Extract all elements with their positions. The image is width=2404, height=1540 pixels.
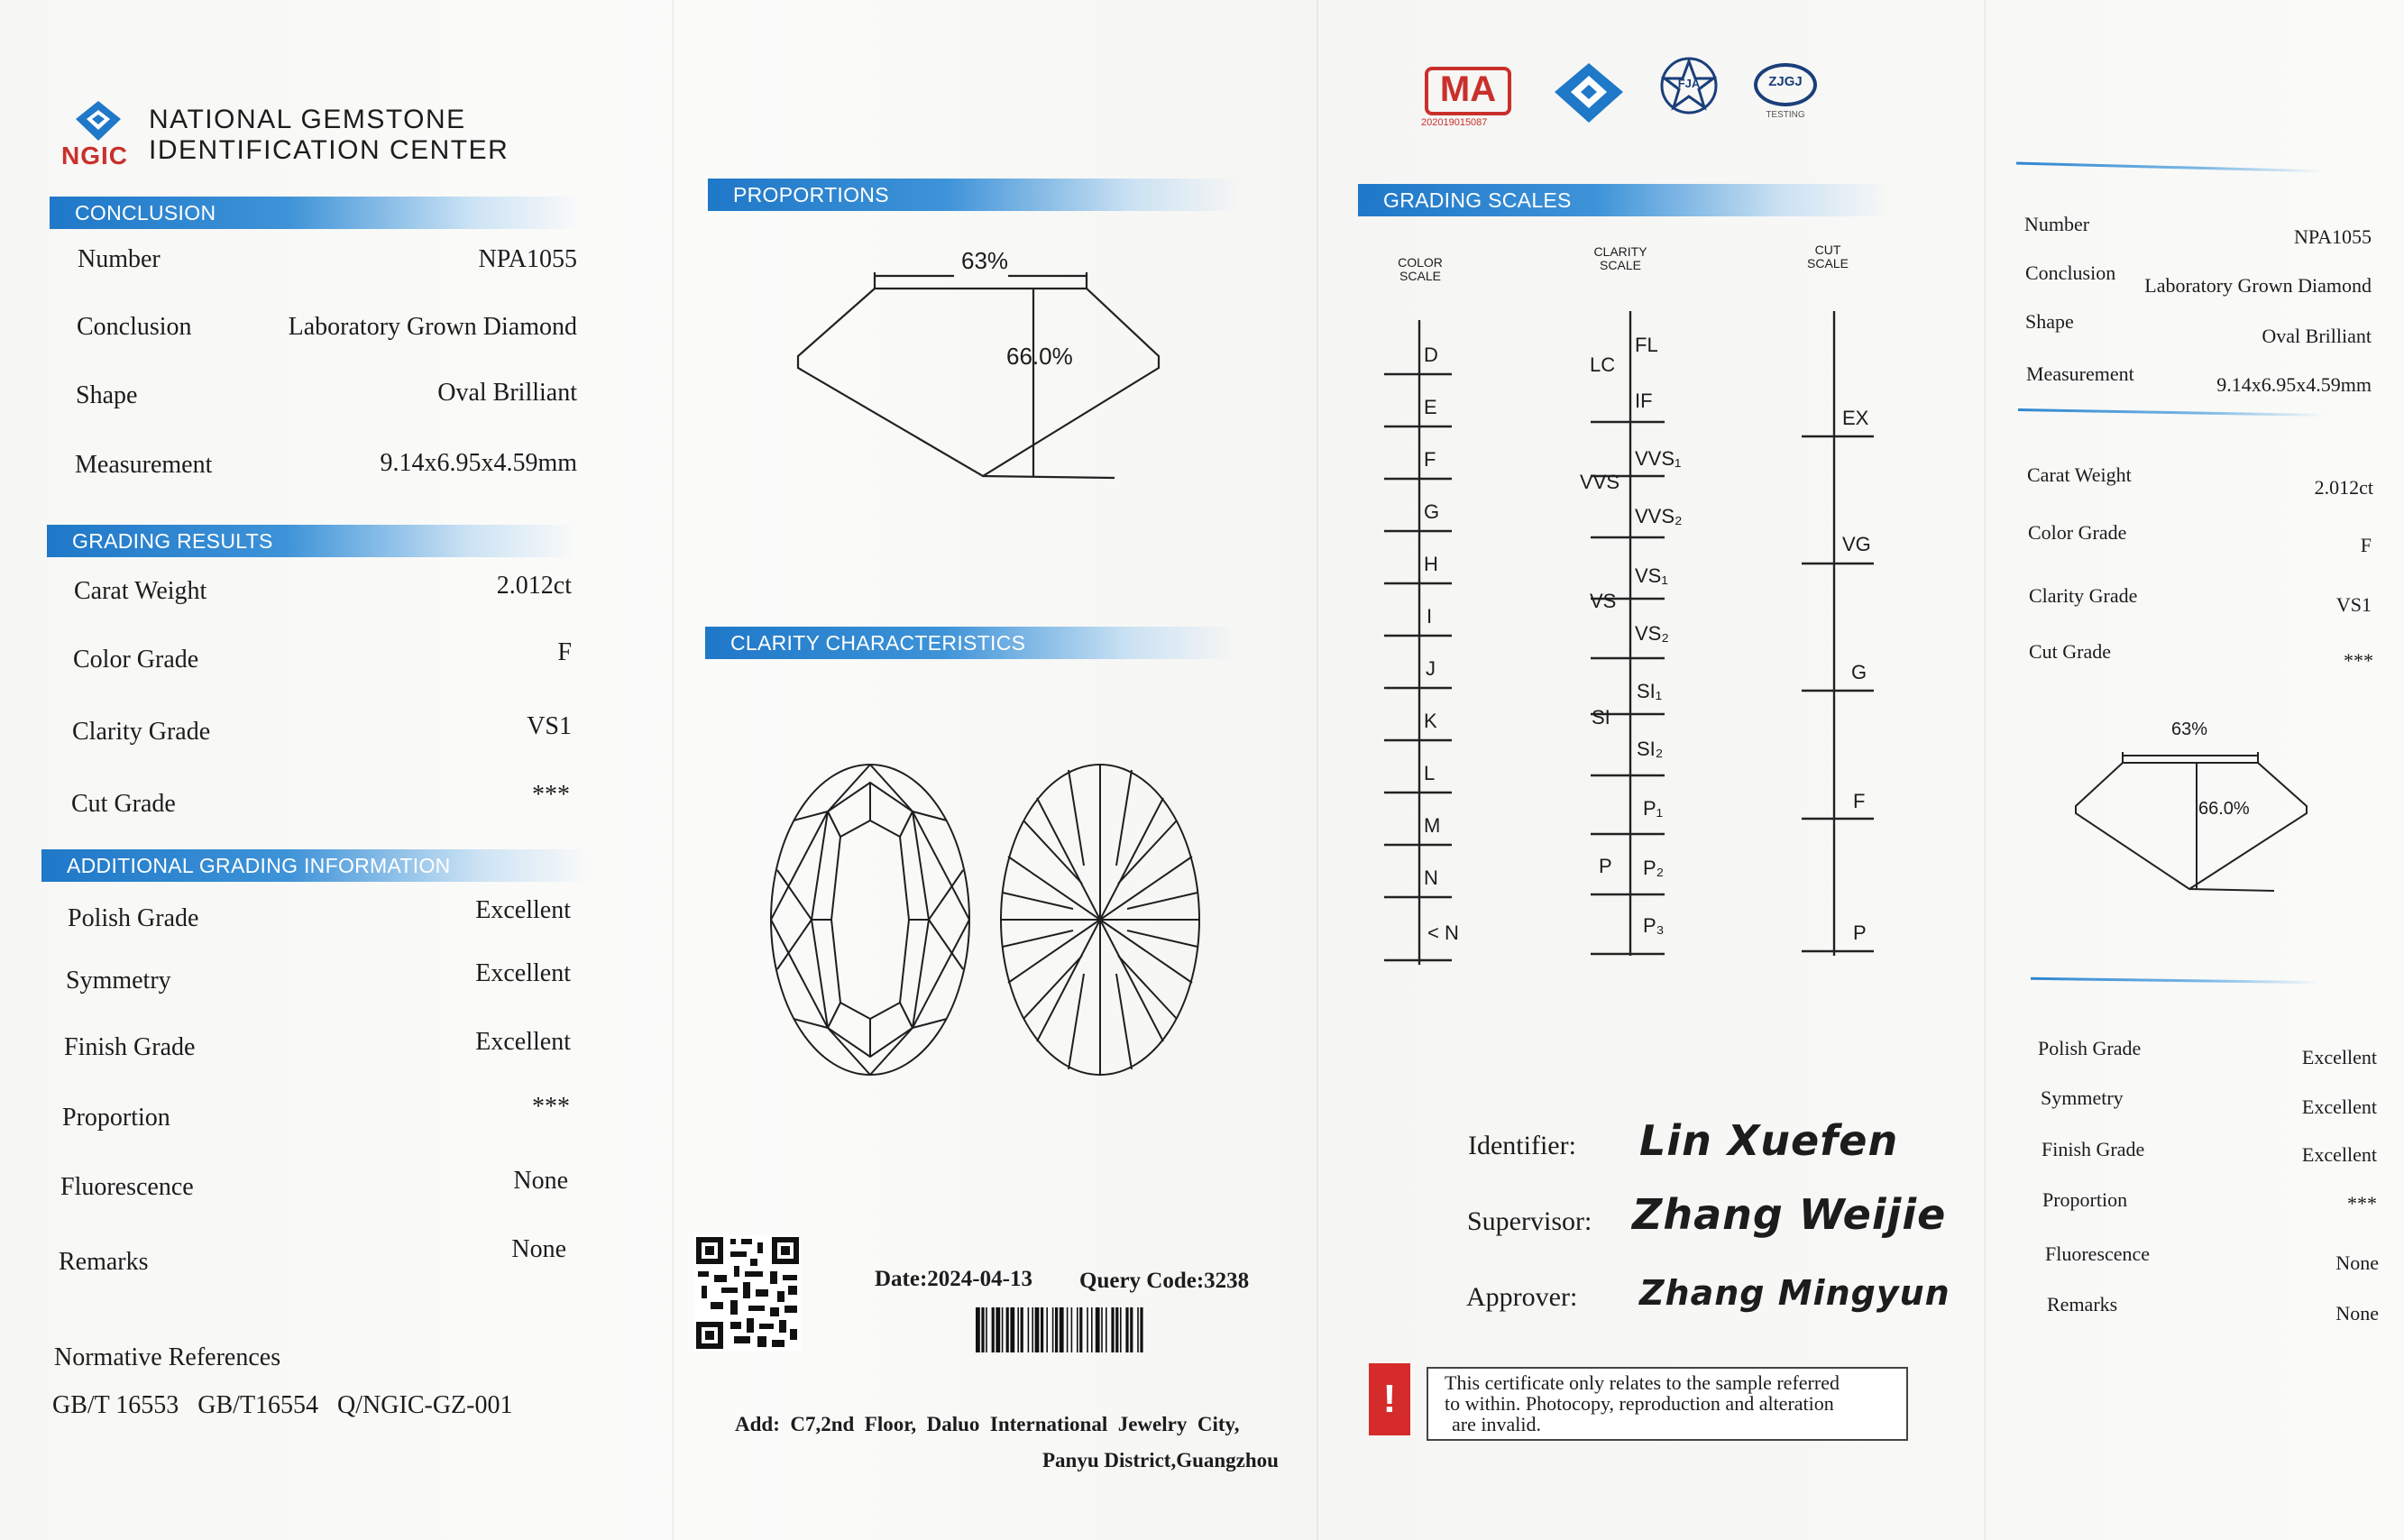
stub-label: Measurement (2026, 362, 2134, 385)
org-name-line2: IDENTIFICATION CENTER (149, 135, 509, 165)
barcode-bar (1087, 1307, 1088, 1352)
clarity-group-label: SI (1592, 706, 1610, 729)
cut-grade-label: F (1853, 790, 1866, 812)
barcode-bar (1137, 1307, 1139, 1352)
color-grade-label: M (1424, 814, 1441, 837)
color-grade-label: J (1426, 657, 1436, 680)
normative-title: Normative References (54, 1343, 281, 1371)
stub-value: Excellent (2301, 1095, 2377, 1118)
barcode-bar (1032, 1307, 1033, 1352)
grading-value: VS1 (527, 712, 572, 740)
clarity-grade-label: P₃ (1643, 914, 1665, 937)
clarity-grade-label: VS₁ (1635, 564, 1668, 587)
barcode-bar (1055, 1307, 1058, 1352)
depth-percentage: 66.0% (1006, 343, 1073, 370)
clarity-group-label: P (1599, 855, 1612, 877)
address-line2: Panyu District,Guangzhou (1042, 1449, 1279, 1471)
barcode-bar (1028, 1307, 1030, 1352)
clarity-characteristics-heading: CLARITY CHARACTERISTICS (705, 627, 1235, 659)
stub-label: Conclusion (2025, 261, 2116, 284)
stub-value: Excellent (2301, 1143, 2377, 1166)
color-grade-label: N (1424, 866, 1438, 889)
proportions-heading: PROPORTIONS (708, 179, 1238, 211)
cma-logo-icon: MA 202019015087 (1425, 67, 1509, 114)
barcode-bar (1002, 1307, 1004, 1352)
grading-label: Carat Weight (74, 577, 207, 605)
cut-scale-title: CUT SCALE (1807, 243, 1849, 270)
identifier-label: Identifier: (1468, 1131, 1576, 1160)
barcode-bar (1140, 1307, 1142, 1352)
barcode-bar (1017, 1307, 1019, 1352)
barcode-bar (1106, 1307, 1107, 1352)
barcode-bar (981, 1307, 984, 1352)
warning-icon: ! (1369, 1363, 1410, 1435)
additional-label: Proportion (62, 1104, 170, 1132)
grading-value: 2.012ct (496, 572, 572, 600)
disclaimer-box (1427, 1367, 1908, 1441)
color-grade-label: L (1424, 762, 1436, 784)
stub-label: Number (2024, 213, 2090, 235)
stub-divider (2016, 162, 2323, 173)
conclusion-value: 9.14x6.95x4.59mm (380, 449, 577, 477)
color-grade-label: F (1424, 448, 1436, 471)
stub-table-percentage: 63% (2171, 720, 2208, 739)
stub-value: Oval Brilliant (2262, 325, 2372, 347)
query-code: Query Code:3238 (1079, 1269, 1250, 1293)
clarity-grade-label: SI₁ (1637, 680, 1663, 702)
grading-value: *** (532, 781, 570, 809)
barcode-bar (1006, 1307, 1009, 1352)
fold-line (672, 0, 674, 1540)
stub-value: Laboratory Grown Diamond (2144, 274, 2372, 297)
barcode-bar (1115, 1307, 1118, 1352)
additional-value: Excellent (475, 1028, 571, 1056)
barcode-bar (1077, 1307, 1078, 1352)
color-grade-label: G (1424, 500, 1440, 523)
barcode (974, 1306, 1255, 1354)
barcode-bar (1010, 1307, 1014, 1352)
stub-label: Polish Grade (2038, 1037, 2142, 1059)
stub-label: Carat Weight (2027, 463, 2132, 486)
barcode-bar (1120, 1307, 1122, 1352)
fja-star-logo-icon: FJA (1659, 56, 1719, 115)
grading-value: F (557, 638, 572, 666)
stub-value: None (2335, 1251, 2379, 1274)
stub-label: Fluorescence (2045, 1242, 2151, 1265)
stub-value: None (2335, 1302, 2379, 1325)
clarity-group-label: LC (1590, 353, 1616, 376)
barcode-bar (1101, 1307, 1103, 1352)
diamond-certification-icon (1553, 61, 1625, 124)
barcode-bar (1035, 1307, 1040, 1352)
clarity-grade-label: SI₂ (1637, 738, 1664, 760)
color-grade-label: H (1424, 553, 1438, 575)
clarity-grade-label: VS₂ (1635, 622, 1669, 645)
stub-divider (2031, 977, 2319, 984)
additional-label: Remarks (59, 1248, 149, 1276)
additional-label: Polish Grade (68, 904, 199, 932)
color-grade-label: I (1427, 605, 1433, 628)
stub-divider (2018, 408, 2325, 417)
barcode-bar (1130, 1307, 1133, 1352)
barcode-bar (976, 1307, 980, 1352)
additional-heading: ADDITIONAL GRADING INFORMATION (41, 849, 590, 882)
issue-date: Date:2024-04-13 (875, 1267, 1032, 1291)
grading-label: Clarity Grade (72, 718, 211, 746)
additional-value: Excellent (475, 959, 571, 987)
logo-abbr: NGIC (61, 142, 128, 170)
clarity-grade-label: IF (1635, 390, 1653, 412)
stub-label: Proportion (2042, 1188, 2128, 1211)
stub-value: Excellent (2301, 1046, 2377, 1068)
table-percentage: 63% (961, 247, 1009, 274)
zjgj-testing-logo-icon: ZJGJ TESTING (1754, 63, 1819, 126)
color-grade-label: < N (1427, 921, 1459, 944)
approver-signature: Zhang Mingyun (1639, 1273, 1950, 1313)
stub-label: Shape (2025, 310, 2074, 333)
address-line1: Add: C7,2nd Floor, Daluo International Jewelry City, (735, 1413, 1240, 1435)
barcode-bar (996, 1307, 1000, 1352)
stub-label: Color Grade (2028, 521, 2127, 544)
disclaimer-line: to within. Photocopy, reproduction and alteration (1445, 1392, 1834, 1415)
disclaimer-line: are invalid. (1452, 1413, 1541, 1435)
barcode-bar (1052, 1307, 1054, 1352)
clarity-group-label: VVS (1580, 471, 1620, 493)
fold-line (1317, 0, 1318, 1540)
identifier-signature: Lin Xuefen (1639, 1116, 1899, 1165)
approver-label: Approver: (1466, 1282, 1578, 1312)
stub-value: 2.012ct (2314, 476, 2373, 499)
qr-code[interactable] (694, 1235, 801, 1351)
supervisor-label: Supervisor: (1467, 1206, 1592, 1236)
conclusion-label: Measurement (75, 451, 213, 479)
proportions-diagram (794, 261, 1172, 487)
stub-value: 9.14x6.95x4.59mm (2216, 373, 2372, 396)
color-grade-label: E (1424, 396, 1437, 418)
barcode-bar (1046, 1307, 1048, 1352)
barcode-bar (1060, 1307, 1064, 1352)
additional-value: *** (532, 1093, 570, 1121)
stub-depth-percentage: 66.0% (2198, 799, 2250, 819)
color-grade-label: D (1424, 344, 1438, 366)
additional-value: Excellent (475, 896, 571, 924)
barcode-bar (1021, 1307, 1023, 1352)
color-scale-title: COLOR SCALE (1398, 255, 1443, 283)
barcode-bar (1041, 1307, 1043, 1352)
clarity-grade-label: FL (1635, 334, 1658, 356)
stub-value: *** (2344, 649, 2373, 672)
conclusion-value: Laboratory Grown Diamond (288, 313, 577, 341)
barcode-bar (1125, 1307, 1128, 1352)
barcode-bar (992, 1307, 995, 1352)
additional-value: None (513, 1167, 568, 1195)
color-grade-label: K (1424, 710, 1437, 732)
conclusion-heading: CONCLUSION (50, 197, 580, 229)
conclusion-value: NPA1055 (478, 245, 577, 273)
clarity-group-label: VS (1590, 590, 1617, 612)
stub-value: F (2360, 534, 2372, 556)
barcode-bar (1096, 1307, 1100, 1352)
additional-label: Fluorescence (60, 1173, 194, 1201)
supervisor-signature: Zhang Weijie (1632, 1190, 1947, 1239)
additional-label: Finish Grade (64, 1033, 196, 1061)
barcode-bar (1111, 1307, 1114, 1352)
diamond-plot-diagram (766, 757, 1271, 1082)
stub-label: Symmetry (2041, 1086, 2124, 1109)
fold-line (1984, 0, 1986, 1540)
stub-label: Remarks (2047, 1293, 2118, 1315)
grading-label: Color Grade (73, 646, 199, 674)
disclaimer-line: This certificate only relates to the sample referred (1445, 1371, 1840, 1394)
stub-value: VS1 (2335, 593, 2372, 616)
grading-label: Cut Grade (71, 790, 176, 818)
org-name-line1: NATIONAL GEMSTONE (149, 105, 466, 134)
stub-label: Cut Grade (2029, 640, 2112, 663)
cut-grade-label: G (1851, 661, 1867, 683)
cut-grade-label: EX (1842, 407, 1869, 429)
conclusion-value: Oval Brilliant (437, 379, 577, 407)
clarity-grade-label: P₁ (1643, 797, 1664, 820)
barcode-bar (1067, 1307, 1069, 1352)
stub-proportions-diagram (2070, 745, 2314, 898)
stub-value: NPA1055 (2294, 225, 2372, 248)
conclusion-label: Shape (76, 381, 138, 409)
ngic-logo-icon (72, 99, 124, 144)
cut-grade-label: P (1853, 921, 1867, 944)
stub-label: Clarity Grade (2029, 584, 2138, 607)
clarity-grade-label: VVS₂ (1635, 505, 1683, 527)
conclusion-label: Conclusion (77, 313, 192, 341)
additional-value: None (511, 1235, 566, 1263)
barcode-bar (1091, 1307, 1093, 1352)
barcode-bar (1071, 1307, 1073, 1352)
additional-label: Symmetry (66, 967, 171, 995)
grading-results-heading: GRADING RESULTS (47, 525, 577, 557)
clarity-scale-title: CLARITY SCALE (1593, 244, 1647, 272)
clarity-grade-label: VVS₁ (1635, 447, 1682, 470)
cut-grade-label: VG (1842, 533, 1871, 555)
grading-scales-heading: GRADING SCALES (1358, 184, 1888, 216)
barcode-bar (986, 1307, 987, 1352)
barcode-bar (1079, 1307, 1082, 1352)
stub-value: *** (2347, 1192, 2377, 1215)
normative-refs: GB/T 16553 GB/T16554 Q/NGIC-GZ-001 (52, 1391, 513, 1419)
clarity-grade-label: P₂ (1643, 857, 1665, 879)
stub-label: Finish Grade (2042, 1138, 2145, 1160)
conclusion-label: Number (78, 245, 161, 273)
